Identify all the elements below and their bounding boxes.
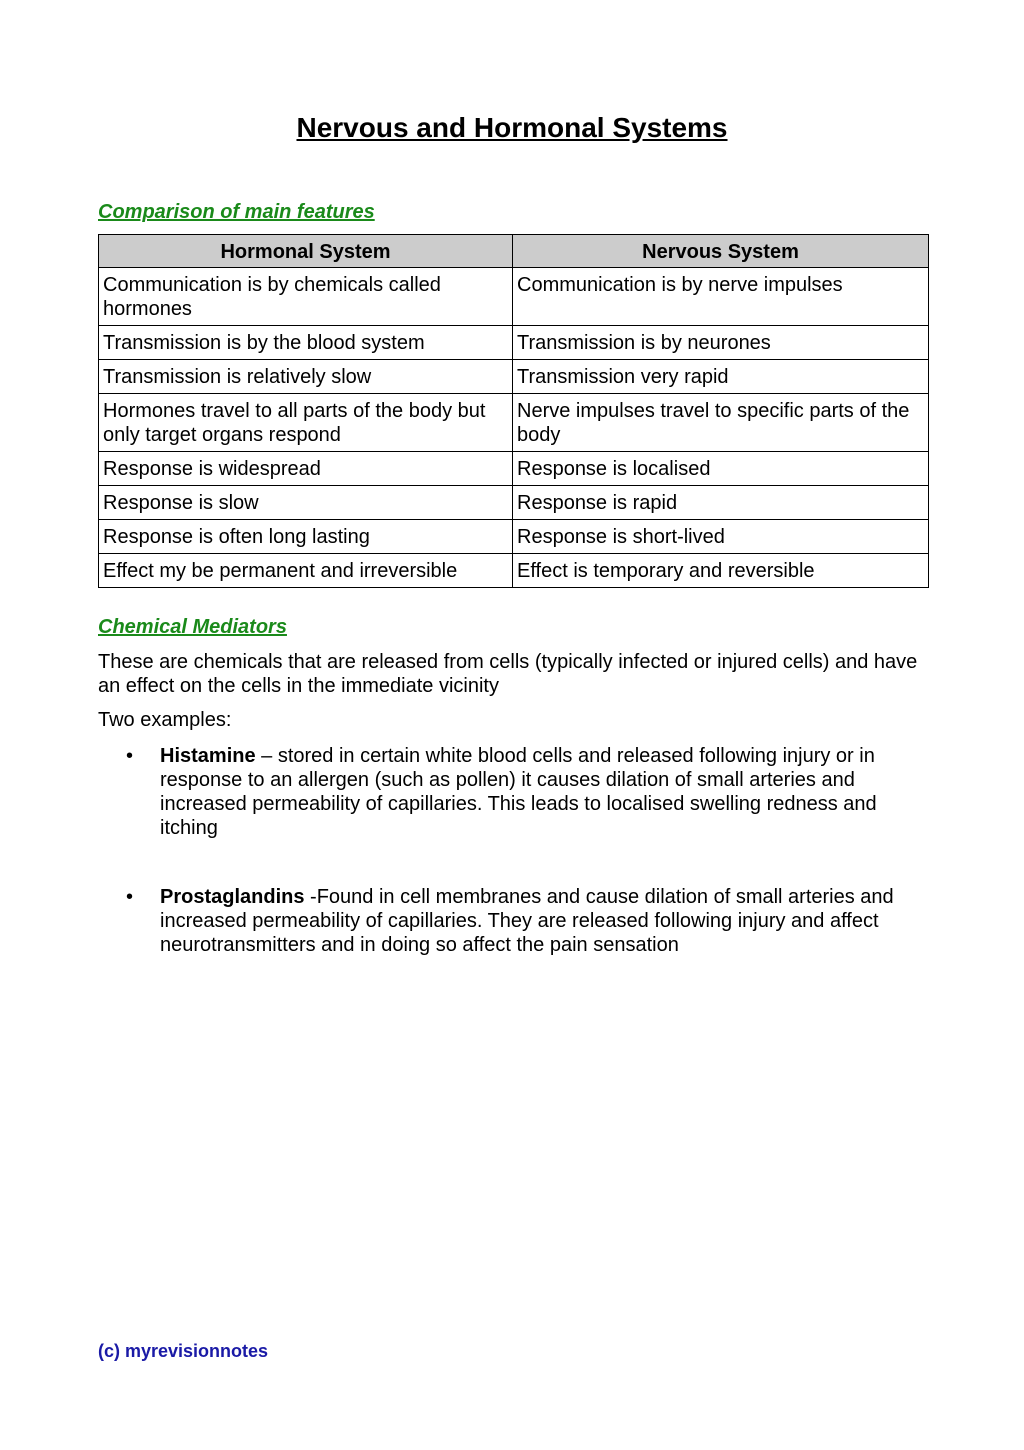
table-row — [99, 268, 929, 326]
table-cell-nervous: Response is short-lived — [513, 520, 929, 554]
table-row — [99, 360, 929, 394]
table-cell-nervous: Nerve impulses travel to specific parts of the body — [513, 394, 929, 452]
table-cell-nervous: Communication is by nerve impulses — [513, 268, 929, 326]
list-item-text — [160, 885, 930, 957]
table-cell-nervous: Response is rapid — [513, 486, 929, 520]
table-header-row — [99, 235, 929, 268]
table-row — [99, 326, 929, 360]
table-cell-hormonal: Communication is by chemicals called hormones — [99, 268, 513, 326]
term-prostaglandins: Prostaglandins — [160, 886, 305, 908]
comparison-table — [98, 234, 929, 588]
definition-prostaglandins: -Found in cell membranes and cause dilation of small arteries and increased permeability of capillaries. They are released following injury and affect neurotransmitters and in doing so affect the pain sensation — [160, 886, 894, 956]
table-row — [99, 520, 929, 554]
table-cell-hormonal: Response is slow — [99, 486, 513, 520]
header-hormonal-system: Hormonal System — [99, 235, 513, 268]
table-cell-nervous: Transmission very rapid — [513, 360, 929, 394]
footer-credit: (c) myrevisionnotes — [98, 1341, 269, 1361]
table-row — [99, 486, 929, 520]
comparison-heading: Comparison of main features — [98, 201, 375, 223]
table-row — [99, 394, 929, 452]
chemical-mediators-heading: Chemical Mediators — [98, 616, 287, 638]
examples-label: Two examples: — [98, 709, 232, 731]
table-cell-nervous: Transmission is by neurones — [513, 326, 929, 360]
table-row — [99, 452, 929, 486]
page-title: Nervous and Hormonal Systems — [296, 112, 728, 143]
table-cell-hormonal: Transmission is relatively slow — [99, 360, 513, 394]
definition-histamine: – stored in certain white blood cells and released following injury or in response to an allergen (such as pollen) it causes dilation of small arteries and increased permeability of capillaries. This leads to localised swelling redness and itching — [160, 745, 877, 839]
table-row — [99, 554, 929, 588]
bullet-icon: • — [126, 745, 134, 767]
term-histamine: Histamine — [160, 745, 256, 767]
table-cell-hormonal: Effect my be permanent and irreversible — [99, 554, 513, 588]
header-nervous-system: Nervous System — [513, 235, 929, 268]
table-cell-nervous: Effect is temporary and reversible — [513, 554, 929, 588]
table-cell-hormonal: Response is widespread — [99, 452, 513, 486]
table-cell-hormonal: Transmission is by the blood system — [99, 326, 513, 360]
mediators-intro-text: These are chemicals that are released from cells (typically infected or injured cells) and have an effect on the cells in the immediate vicinity — [98, 651, 918, 697]
table-cell-hormonal: Hormones travel to all parts of the body but only target organs respond — [99, 394, 513, 452]
bullet-icon: • — [126, 886, 134, 908]
table-cell-nervous: Response is localised — [513, 452, 929, 486]
table-cell-hormonal: Response is often long lasting — [99, 520, 513, 554]
list-item-text — [160, 744, 930, 840]
